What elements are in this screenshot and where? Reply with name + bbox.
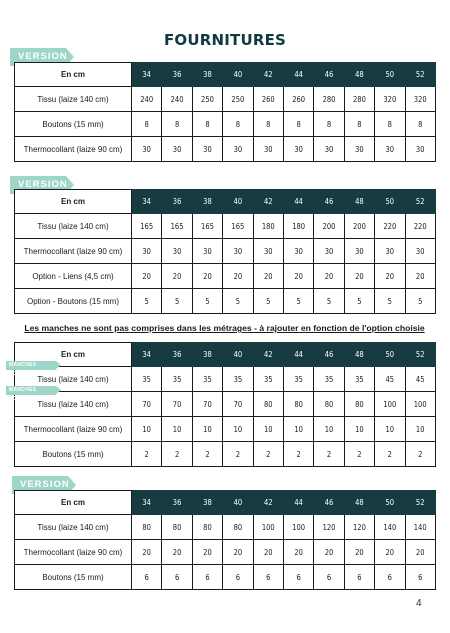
size-header-cell: 46 <box>314 343 344 367</box>
value-cell: 5 <box>253 289 283 314</box>
row-label: Boutons (15 mm) <box>15 565 132 590</box>
value-cell: 8 <box>283 112 313 137</box>
table-row <box>15 442 436 467</box>
row-label: Thermocollant (laize 90 cm) <box>15 239 132 264</box>
value-cell: 250 <box>192 87 222 112</box>
value-cell: 20 <box>192 540 222 565</box>
size-header-cell: 44 <box>283 491 313 515</box>
row-label: Boutons (15 mm) <box>15 442 132 467</box>
size-header-cell: 44 <box>283 343 313 367</box>
table-row <box>15 289 436 314</box>
table-row <box>15 367 436 392</box>
value-cell: 200 <box>314 214 344 239</box>
value-cell: 280 <box>344 87 374 112</box>
value-cell: 2 <box>162 442 192 467</box>
short-sleeves-tag: MANCHES COURTES <box>6 361 56 370</box>
value-cell: 20 <box>223 264 253 289</box>
value-cell: 10 <box>283 417 313 442</box>
value-cell: 8 <box>344 112 374 137</box>
value-cell: 100 <box>253 515 283 540</box>
value-cell: 20 <box>132 540 162 565</box>
value-cell: 8 <box>132 112 162 137</box>
value-cell: 10 <box>192 417 222 442</box>
size-header-cell: 46 <box>314 63 344 87</box>
value-cell: 165 <box>162 214 192 239</box>
table-row <box>15 214 436 239</box>
value-cell: 200 <box>344 214 374 239</box>
value-cell: 180 <box>283 214 313 239</box>
value-cell: 5 <box>223 289 253 314</box>
value-cell: 30 <box>405 239 435 264</box>
value-cell: 2 <box>283 442 313 467</box>
table-header-row <box>15 343 436 367</box>
table-row <box>15 565 436 590</box>
value-cell: 5 <box>132 289 162 314</box>
version-3-tag: VERSION <box>12 476 68 494</box>
table-header-row <box>15 491 436 515</box>
value-cell: 250 <box>223 87 253 112</box>
size-header-cell: 44 <box>283 63 313 87</box>
value-cell: 30 <box>192 137 222 162</box>
sleeves-note: Les manches ne sont pas comprises dans les métrages - à rajouter en fonction de l'option choisie <box>24 323 425 333</box>
value-cell: 6 <box>314 565 344 590</box>
value-cell: 30 <box>192 239 222 264</box>
value-cell: 2 <box>253 442 283 467</box>
size-header-cell: 42 <box>253 63 283 87</box>
value-cell: 10 <box>375 417 405 442</box>
version-1-table <box>14 62 436 162</box>
value-cell: 8 <box>375 112 405 137</box>
size-header-cell: 42 <box>253 343 283 367</box>
row-label: Boutons (15 mm) <box>15 112 132 137</box>
size-header-cell: 34 <box>132 491 162 515</box>
header-label-cell: En cm <box>15 491 132 515</box>
value-cell: 35 <box>162 367 192 392</box>
table-row <box>15 239 436 264</box>
size-header-cell: 38 <box>192 190 222 214</box>
value-cell: 80 <box>344 392 374 417</box>
size-header-cell: 38 <box>192 63 222 87</box>
value-cell: 6 <box>405 565 435 590</box>
value-cell: 20 <box>132 264 162 289</box>
value-cell: 100 <box>375 392 405 417</box>
table-row <box>15 87 436 112</box>
size-header-cell: 50 <box>375 63 405 87</box>
size-header-cell: 38 <box>192 491 222 515</box>
value-cell: 180 <box>253 214 283 239</box>
size-header-cell: 34 <box>132 343 162 367</box>
value-cell: 20 <box>344 264 374 289</box>
value-cell: 80 <box>253 392 283 417</box>
header-label-cell: En cm <box>15 190 132 214</box>
value-cell: 100 <box>283 515 313 540</box>
value-cell: 70 <box>223 392 253 417</box>
size-header-cell: 50 <box>375 491 405 515</box>
value-cell: 30 <box>344 239 374 264</box>
page-title: FOURNITURES <box>163 31 287 49</box>
table-row <box>15 392 436 417</box>
row-label: Thermocollant (laize 90 cm) <box>15 417 132 442</box>
value-cell: 120 <box>344 515 374 540</box>
header-label-cell: En cm <box>15 63 132 87</box>
value-cell: 260 <box>253 87 283 112</box>
size-header-cell: 46 <box>314 491 344 515</box>
value-cell: 20 <box>162 540 192 565</box>
value-cell: 30 <box>375 137 405 162</box>
value-cell: 6 <box>192 565 222 590</box>
value-cell: 5 <box>375 289 405 314</box>
value-cell: 20 <box>375 540 405 565</box>
value-cell: 6 <box>223 565 253 590</box>
value-cell: 20 <box>314 264 344 289</box>
value-cell: 165 <box>132 214 162 239</box>
value-cell: 35 <box>192 367 222 392</box>
value-cell: 8 <box>253 112 283 137</box>
size-header-cell: 34 <box>132 63 162 87</box>
table-row <box>15 137 436 162</box>
value-cell: 20 <box>253 540 283 565</box>
value-cell: 10 <box>162 417 192 442</box>
value-cell: 10 <box>223 417 253 442</box>
value-cell: 30 <box>405 137 435 162</box>
value-cell: 20 <box>314 540 344 565</box>
value-cell: 220 <box>405 214 435 239</box>
size-header-cell: 42 <box>253 190 283 214</box>
value-cell: 30 <box>132 239 162 264</box>
value-cell: 45 <box>375 367 405 392</box>
size-header-cell: 52 <box>405 190 435 214</box>
value-cell: 165 <box>192 214 222 239</box>
value-cell: 30 <box>375 239 405 264</box>
value-cell: 6 <box>162 565 192 590</box>
size-header-cell: 38 <box>192 343 222 367</box>
value-cell: 35 <box>132 367 162 392</box>
size-header-cell: 52 <box>405 491 435 515</box>
value-cell: 35 <box>253 367 283 392</box>
long-sleeves-tag: MANCHES LONGUES <box>6 386 56 395</box>
size-header-cell: 36 <box>162 343 192 367</box>
value-cell: 6 <box>344 565 374 590</box>
value-cell: 6 <box>132 565 162 590</box>
value-cell: 80 <box>223 515 253 540</box>
table-row <box>15 112 436 137</box>
row-label: Tissu (laize 140 cm) <box>15 392 132 417</box>
size-header-cell: 50 <box>375 343 405 367</box>
value-cell: 5 <box>405 289 435 314</box>
value-cell: 6 <box>253 565 283 590</box>
value-cell: 8 <box>314 112 344 137</box>
value-cell: 80 <box>314 392 344 417</box>
value-cell: 30 <box>223 137 253 162</box>
table-row <box>15 264 436 289</box>
size-header-cell: 50 <box>375 190 405 214</box>
value-cell: 5 <box>162 289 192 314</box>
value-cell: 30 <box>223 239 253 264</box>
version-3-table <box>14 490 436 590</box>
value-cell: 10 <box>253 417 283 442</box>
value-cell: 320 <box>375 87 405 112</box>
value-cell: 10 <box>314 417 344 442</box>
value-cell: 120 <box>314 515 344 540</box>
value-cell: 80 <box>283 392 313 417</box>
value-cell: 5 <box>344 289 374 314</box>
value-cell: 20 <box>405 540 435 565</box>
size-header-cell: 40 <box>223 63 253 87</box>
value-cell: 140 <box>405 515 435 540</box>
header-label-cell: En cm <box>15 343 132 367</box>
value-cell: 140 <box>375 515 405 540</box>
value-cell: 6 <box>283 565 313 590</box>
table-header-row <box>15 190 436 214</box>
size-header-cell: 36 <box>162 190 192 214</box>
table-row <box>15 540 436 565</box>
table-header-row <box>15 63 436 87</box>
value-cell: 280 <box>314 87 344 112</box>
row-label: Option - Liens (4,5 cm) <box>15 264 132 289</box>
value-cell: 2 <box>223 442 253 467</box>
size-header-cell: 44 <box>283 190 313 214</box>
value-cell: 20 <box>283 264 313 289</box>
value-cell: 30 <box>132 137 162 162</box>
value-cell: 45 <box>405 367 435 392</box>
value-cell: 30 <box>253 239 283 264</box>
value-cell: 30 <box>162 137 192 162</box>
value-cell: 2 <box>375 442 405 467</box>
row-label: Tissu (laize 140 cm) <box>15 515 132 540</box>
value-cell: 5 <box>283 289 313 314</box>
value-cell: 20 <box>223 540 253 565</box>
row-label: Tissu (laize 140 cm) <box>15 87 132 112</box>
table-row <box>15 417 436 442</box>
size-header-cell: 36 <box>162 491 192 515</box>
value-cell: 100 <box>405 392 435 417</box>
size-header-cell: 34 <box>132 190 162 214</box>
value-cell: 20 <box>375 264 405 289</box>
value-cell: 70 <box>132 392 162 417</box>
value-cell: 8 <box>223 112 253 137</box>
size-header-cell: 48 <box>344 190 374 214</box>
value-cell: 220 <box>375 214 405 239</box>
size-header-cell: 42 <box>253 491 283 515</box>
value-cell: 20 <box>162 264 192 289</box>
version-1-tag: VERSION <box>10 48 66 66</box>
row-label: Thermocollant (laize 90 cm) <box>15 137 132 162</box>
value-cell: 8 <box>405 112 435 137</box>
value-cell: 20 <box>344 540 374 565</box>
value-cell: 80 <box>162 515 192 540</box>
row-label: Thermocollant (laize 90 cm) <box>15 540 132 565</box>
value-cell: 20 <box>253 264 283 289</box>
value-cell: 35 <box>223 367 253 392</box>
value-cell: 165 <box>223 214 253 239</box>
value-cell: 2 <box>132 442 162 467</box>
value-cell: 70 <box>162 392 192 417</box>
value-cell: 10 <box>132 417 162 442</box>
value-cell: 240 <box>162 87 192 112</box>
value-cell: 80 <box>132 515 162 540</box>
row-label: Tissu (laize 140 cm) <box>15 214 132 239</box>
value-cell: 30 <box>314 239 344 264</box>
table-row <box>15 515 436 540</box>
value-cell: 30 <box>283 239 313 264</box>
value-cell: 8 <box>162 112 192 137</box>
value-cell: 260 <box>283 87 313 112</box>
value-cell: 5 <box>192 289 222 314</box>
value-cell: 30 <box>162 239 192 264</box>
value-cell: 10 <box>405 417 435 442</box>
value-cell: 35 <box>283 367 313 392</box>
size-header-cell: 48 <box>344 491 374 515</box>
value-cell: 6 <box>375 565 405 590</box>
row-label: Option - Boutons (15 mm) <box>15 289 132 314</box>
value-cell: 30 <box>314 137 344 162</box>
value-cell: 2 <box>192 442 222 467</box>
value-cell: 20 <box>192 264 222 289</box>
value-cell: 240 <box>132 87 162 112</box>
value-cell: 30 <box>283 137 313 162</box>
version-2-table <box>14 189 436 314</box>
value-cell: 320 <box>405 87 435 112</box>
size-header-cell: 52 <box>405 63 435 87</box>
value-cell: 80 <box>192 515 222 540</box>
value-cell: 35 <box>344 367 374 392</box>
size-header-cell: 36 <box>162 63 192 87</box>
value-cell: 30 <box>253 137 283 162</box>
size-header-cell: 46 <box>314 190 344 214</box>
value-cell: 30 <box>344 137 374 162</box>
page-number: 4 <box>416 598 422 609</box>
value-cell: 70 <box>192 392 222 417</box>
value-cell: 35 <box>314 367 344 392</box>
size-header-cell: 40 <box>223 190 253 214</box>
value-cell: 8 <box>192 112 222 137</box>
size-header-cell: 48 <box>344 63 374 87</box>
size-header-cell: 48 <box>344 343 374 367</box>
row-label: Tissu (laize 140 cm) <box>15 367 132 392</box>
value-cell: 10 <box>344 417 374 442</box>
size-header-cell: 40 <box>223 491 253 515</box>
sleeves-table <box>14 342 436 467</box>
value-cell: 20 <box>405 264 435 289</box>
size-header-cell: 40 <box>223 343 253 367</box>
value-cell: 2 <box>314 442 344 467</box>
value-cell: 5 <box>314 289 344 314</box>
value-cell: 20 <box>283 540 313 565</box>
value-cell: 2 <box>405 442 435 467</box>
value-cell: 2 <box>344 442 374 467</box>
size-header-cell: 52 <box>405 343 435 367</box>
version-2-tag: VERSION <box>10 176 66 194</box>
